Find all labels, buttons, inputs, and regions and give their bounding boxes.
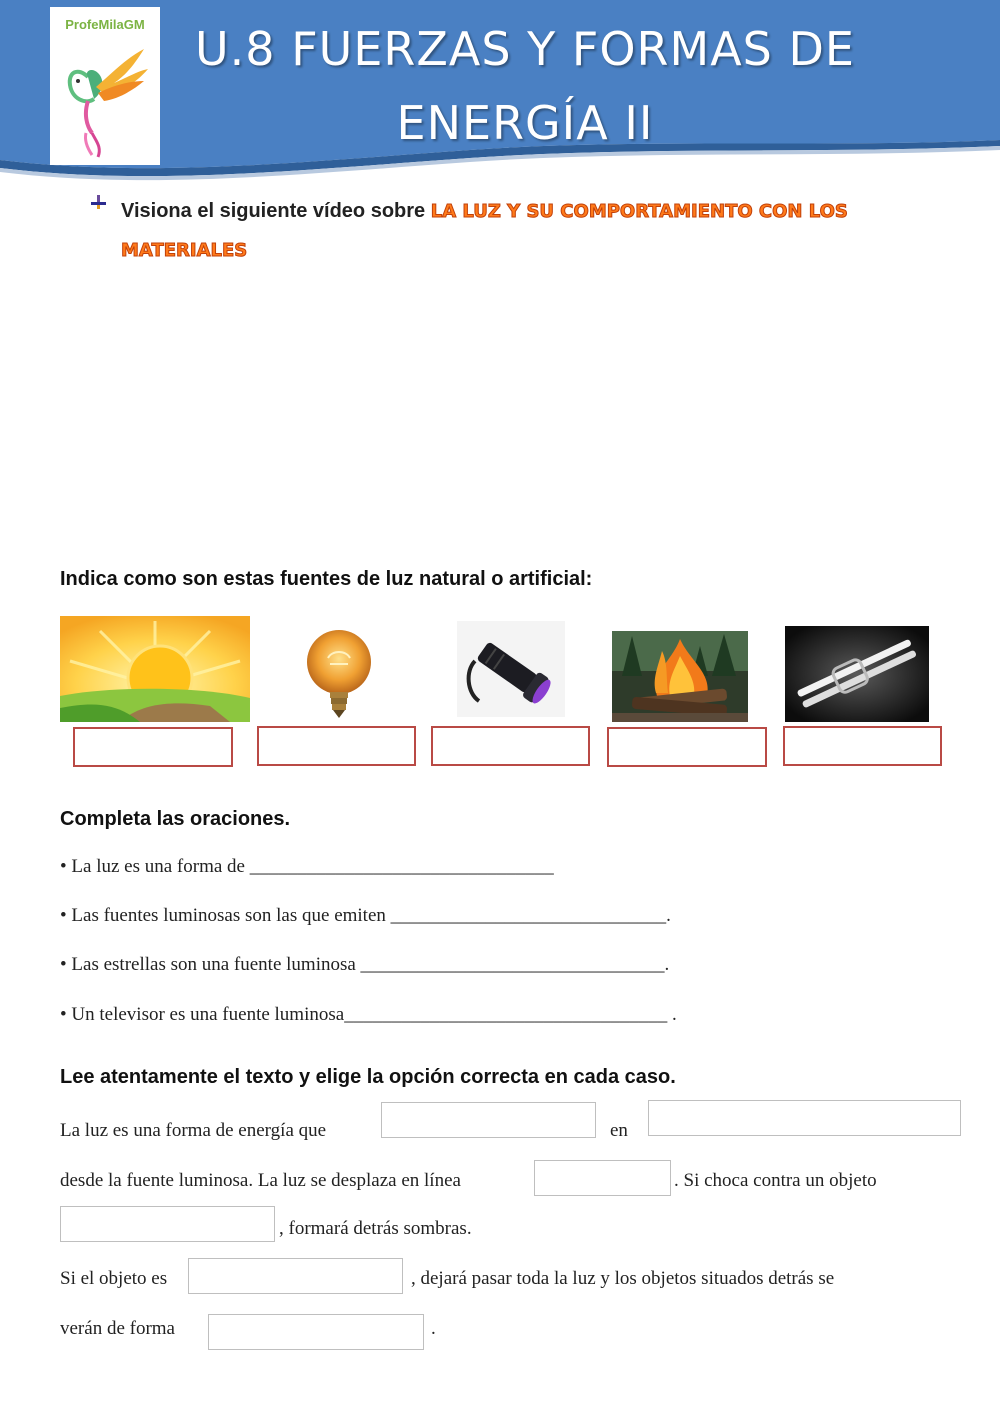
paragraph-text-5a: verán de forma	[60, 1318, 175, 1339]
paragraph-text-1a: La luz es una forma de energía que	[60, 1120, 327, 1141]
read-heading: Lee atentamente el texto y elige la opción correcta en cada caso.	[60, 1066, 676, 1088]
paragraph-text-1b: en	[610, 1120, 628, 1141]
video-topic-link[interactable]: LA LUZ Y SU COMPORTAMIENTO CON LOS MATERIALES	[121, 201, 848, 261]
paragraph-text-5b: .	[431, 1318, 436, 1339]
fluorescent-lamp-image	[785, 626, 929, 722]
paragraph-text-2b: . Si choca contra un objeto	[674, 1170, 877, 1191]
logo-text: ProfeMilaGM	[65, 17, 145, 32]
fill-box-4[interactable]	[60, 1206, 275, 1242]
answer-box-flashlight[interactable]	[431, 726, 590, 766]
arrow-plus-icon	[89, 193, 109, 213]
paragraph-text-4a: Si el objeto es	[60, 1268, 168, 1289]
sentence-4: • Un televisor es una fuente luminosa__________________________________ .	[60, 1004, 677, 1025]
page-title-line2: ENERGÍA II	[396, 96, 654, 150]
sources-heading: Indica como son estas fuentes de luz natural o artificial:	[60, 568, 593, 590]
complete-heading: Completa las oraciones.	[60, 808, 291, 830]
video-instruction-text: Visiona el siguiente vídeo sobre	[121, 200, 431, 222]
fill-box-6[interactable]	[208, 1314, 424, 1350]
light-bulb-image	[300, 624, 378, 722]
fill-box-5[interactable]	[188, 1258, 403, 1294]
fill-box-3[interactable]	[534, 1160, 671, 1196]
bonfire-image	[612, 631, 748, 722]
fill-box-2[interactable]	[648, 1100, 961, 1136]
answer-box-bonfire[interactable]	[607, 727, 767, 767]
sentence-1: • La luz es una forma de ________________________________	[60, 856, 554, 877]
sun-image	[60, 616, 250, 722]
paragraph-text-3a: , formará detrás sombras.	[279, 1218, 472, 1239]
flashlight-image	[457, 621, 565, 717]
sentence-3: • Las estrellas son una fuente luminosa ________________________________.	[60, 954, 670, 975]
fill-box-1[interactable]	[381, 1102, 596, 1138]
sentence-2: • Las fuentes luminosas son las que emiten _____________________________.	[60, 905, 671, 926]
video-instruction	[121, 192, 881, 270]
paragraph-text-2a: desde la fuente luminosa. La luz se desplaza en línea	[60, 1170, 461, 1191]
answer-box-sun[interactable]	[73, 727, 233, 767]
paragraph-text-4b: , dejará pasar toda la luz y los objetos situados detrás se	[411, 1268, 835, 1289]
answer-box-bulb[interactable]	[257, 726, 416, 766]
answer-box-lamp[interactable]	[783, 726, 942, 766]
page-title-line1: U.8 FUERZAS Y FORMAS DE	[195, 22, 855, 76]
